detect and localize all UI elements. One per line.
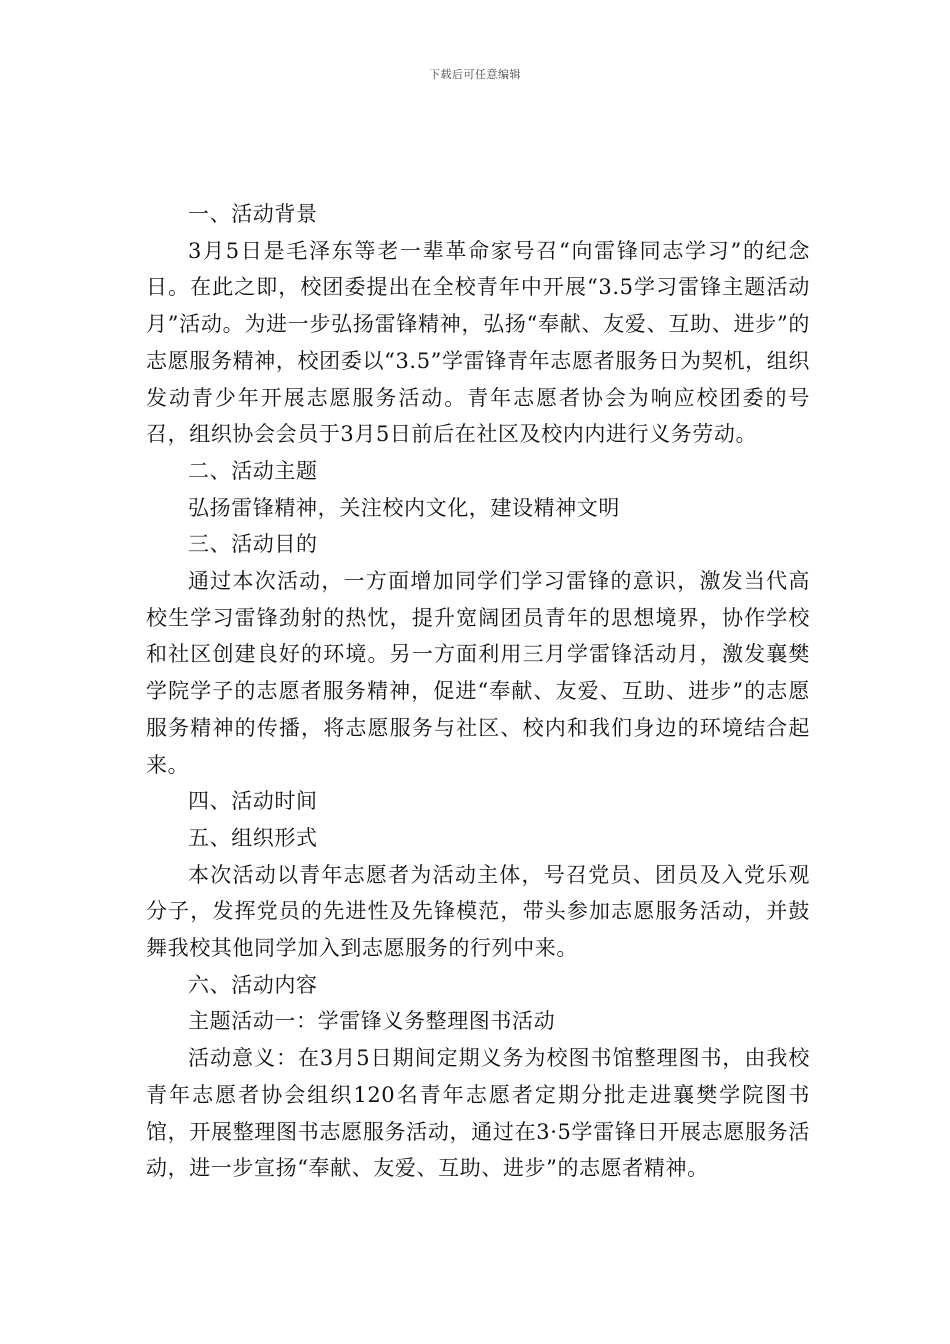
paragraph-background: 3月5日是毛泽东等老一辈革命家号召“向雷锋同志学习”的纪念日。在此之即，校团委提出在全校青年中开展“3.5学习雷锋主题活动月”活动。为进一步弘扬雷锋精神，弘扬“奉献、友爱、互助、进步”的志愿服务精神，校团委以“3.5”学雷锋青年志愿者服务日为契机，组织发动青少年开展志愿服务活动。青年志愿者协会为响应校团委的号召，组织协会会员于3月5日前后在社区及校内内进行义务劳动。	[146, 238, 810, 447]
paragraph-theme: 弘扬雷锋精神，关注校内文化，建设精神文明	[188, 495, 620, 520]
subheading-activity-one: 主题活动一：学雷锋义务整理图书活动	[188, 1009, 556, 1034]
section-heading-time: 四、活动时间	[188, 789, 318, 814]
section-heading-background: 一、活动背景	[188, 202, 318, 226]
paragraph-activity-meaning: 活动意义：在3月5日期间定期义务为校图书馆整理图书，由我校青年志愿者协会组织120名青年志愿者定期分批走进襄樊学院图书馆，开展整理图书志愿服务活动，通过在3·5学雷锋日开展志愿服务活动，进一步宣扬“奉献、友爱、互助、进步”的志愿者精神。	[146, 1046, 810, 1181]
section-heading-purpose: 三、活动目的	[188, 532, 318, 557]
paragraph-purpose: 通过本次活动，一方面增加同学们学习雷锋的意识，激发当代高校生学习雷锋劲射的热忱，提升宽阔团员青年的思想境界，协作学校和社区创建良好的环境。另一方面利用三月学雷锋活动月，激发襄樊学院学子的志愿者服务精神，促进“奉献、友爱、互助、进步”的志愿服务精神的传播，将志愿服务与社区、校内和我们身边的环境结合起来。	[146, 569, 810, 777]
section-heading-theme: 二、活动主题	[188, 458, 318, 483]
section-heading-organization: 五、组织形式	[188, 825, 318, 850]
paragraph-organization: 本次活动以青年志愿者为活动主体，号召党员、团员及入党乐观分子，发挥党员的先进性及先锋模范，带头参加志愿服务活动，并鼓舞我校其他同学加入到志愿服务的行列中来。	[146, 862, 810, 961]
document-body	[146, 196, 810, 1187]
section-heading-content: 六、活动内容	[188, 972, 318, 997]
header-note: 下载后可任意编辑	[429, 68, 521, 81]
